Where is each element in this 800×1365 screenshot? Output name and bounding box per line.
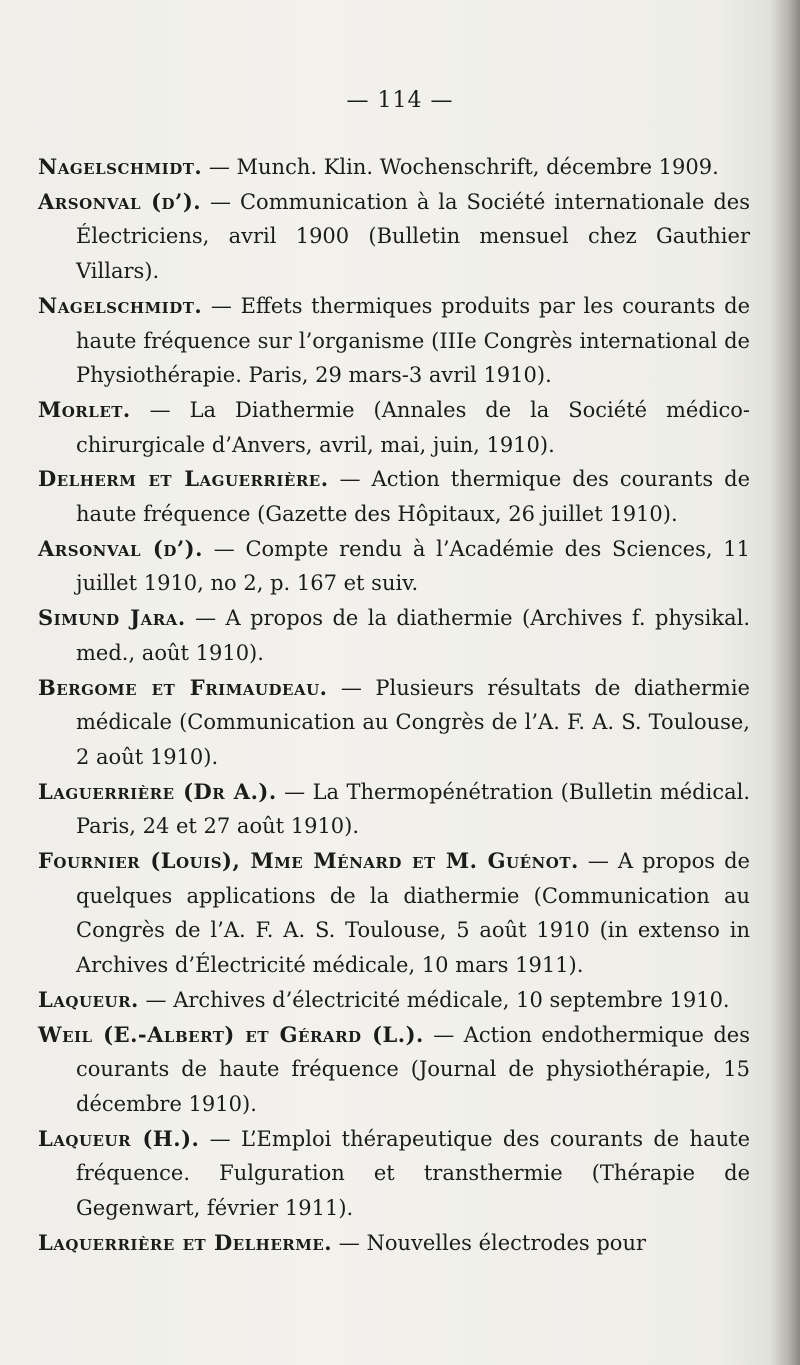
entry-text: — Action endothermique des courants de haute fréquence (Journal de physiothérapie, 15 décembre 1910). (76, 1022, 750, 1116)
entry-author: Delherm et Laguerrière. (38, 466, 329, 492)
page-number: — 114 — (346, 88, 454, 113)
bibliography-entry (38, 983, 750, 1018)
entry-author: Fournier (Louis), Mme Ménard et M. Guénot. (38, 848, 579, 874)
bibliography-entry (38, 393, 750, 462)
entry-text: — La Thermopénétration (Bulletin médical. Paris, 24 et 27 août 1910). (76, 779, 750, 839)
entry-author: Laqueur (H.). (38, 1125, 200, 1151)
entry-author: Simund Jara. (38, 605, 186, 631)
bibliography-entry (38, 1018, 750, 1122)
entry-author: Weil (E.-Albert) et Gérard (L.). (38, 1021, 424, 1047)
entry-text: — A propos de la diathermie (Archives f. physikal. med., août 1910). (76, 606, 750, 665)
entry-text: — Action thermique des courants de haute fréquence (Gazette des Hôpitaux, 26 juillet 1910). (76, 467, 750, 527)
entry-author: Nagelschmidt. (38, 292, 203, 318)
entry-text: — La Diathermie (Annales de la Société médico-chirurgicale d’Anvers, avril, mai, juin, 1910). (76, 397, 750, 457)
entry-text: — Compte rendu à l’Académie des Sciences, 11 juillet 1910, no 2, p. 167 et suiv. (76, 536, 750, 596)
entry-text: — L’Emploi thérapeutique des courants de haute fréquence. Fulguration et transthermie (Thérapie de Gegenwart, février 1911). (76, 1126, 750, 1221)
bibliography-entry (38, 671, 750, 775)
entry-text: — Communication à la Société internationale des Électriciens, avril 1900 (Bulletin mensuel chez Gauthier Villars). (76, 189, 750, 284)
bibliography-entry (38, 1226, 750, 1261)
page-edge-shadow (770, 0, 800, 1365)
entry-author: Laquerrière et Delherme. (38, 1229, 333, 1255)
entry-text: — Plusieurs résultats de diathermie médicale (Communication au Congrès de l’A. F. A. S. Toulouse, 2 août 1910). (76, 675, 750, 769)
entry-author: Nagelschmidt. (38, 154, 203, 179)
bibliography-entry (38, 1122, 750, 1226)
bibliography-entry (38, 532, 750, 601)
entry-author: Arsonval (d’). (38, 188, 202, 214)
entry-author: Laguerrière (Dr A.). (38, 778, 277, 804)
entry-text: — Effets thermiques produits par les courants de haute fréquence sur l’organisme (IIIe Congrès international de Physiothérapie. Paris, 29 mars-3 avril 1910). (76, 293, 750, 388)
bibliography-entry (38, 185, 750, 289)
entry-text: — A propos de quelques applications de la diathermie (Communication au Congrès de l’A. F. A. S. Toulouse, 5 août 1910 (in extenso in Archives d’Électricité médicale, 10 mars 1911). (76, 849, 750, 978)
bibliography-entry (38, 289, 750, 393)
bibliography-list (38, 150, 750, 1261)
entry-author: Laqueur. (38, 986, 139, 1012)
entry-author: Morlet. (38, 396, 131, 422)
bibliography-entry (38, 601, 750, 670)
bibliography-entry (38, 150, 750, 185)
entry-author: Bergome et Frimaudeau. (38, 674, 328, 700)
entry-author: Arsonval (d’). (38, 535, 203, 561)
bibliography-entry (38, 844, 750, 983)
entry-text: — Munch. Klin. Wochenschrift, décembre 1909. (202, 155, 719, 179)
bibliography-entry (38, 462, 750, 531)
entry-text: — Archives d’électricité médicale, 10 septembre 1910. (138, 987, 730, 1012)
entry-text: — Nouvelles électrodes pour (332, 1230, 647, 1255)
bibliography-entry (38, 775, 750, 844)
